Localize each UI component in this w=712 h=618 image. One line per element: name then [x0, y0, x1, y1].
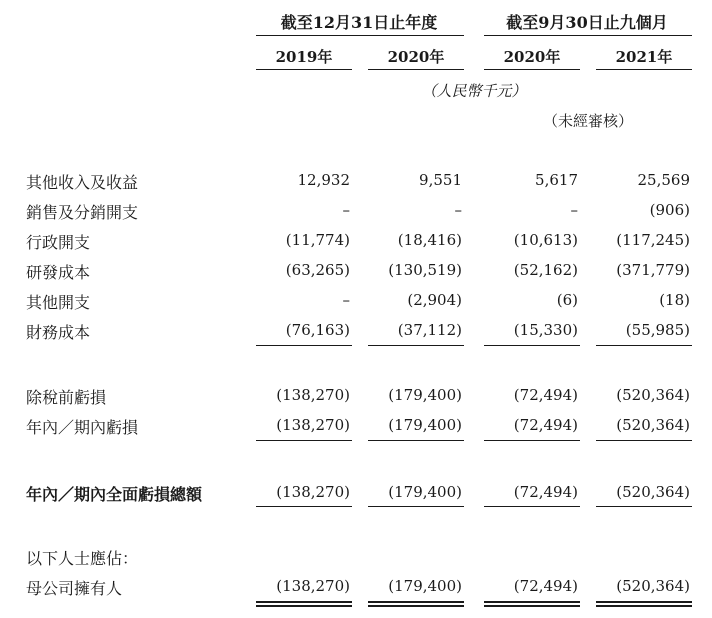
year-underline [256, 69, 352, 70]
cell-value: 9,551 [419, 171, 462, 189]
row-label-total-comprehensive-loss: 年內／期內全面虧損總額 [26, 485, 203, 504]
cell-value: – [342, 201, 350, 219]
row-label-owners-of-parent: 母公司擁有人 [26, 579, 123, 598]
subtotal-rule [368, 440, 464, 441]
cell-value: – [454, 201, 462, 219]
subtotal-rule [484, 440, 580, 441]
year-header: 2019年 [275, 48, 333, 66]
cell-value: (138,270) [276, 483, 350, 501]
audit-note: （未經審核） [542, 112, 633, 130]
cell-value: (10,613) [513, 231, 578, 249]
subtotal-rule [484, 345, 580, 346]
cell-value: (138,270) [276, 416, 350, 434]
cell-value: – [342, 291, 350, 309]
year-header: 2020年 [387, 48, 445, 66]
year-underline [596, 69, 692, 70]
cell-value: (37,112) [397, 321, 462, 339]
subtotal-rule [596, 440, 692, 441]
group-underline-1 [256, 35, 464, 36]
row-label-attributable-to: 以下人士應佔： [26, 549, 139, 568]
subtotal-rule [484, 506, 580, 507]
subtotal-rule [256, 345, 352, 346]
cell-value: (138,270) [276, 577, 350, 595]
cell-value: (72,494) [513, 416, 578, 434]
cell-value: (72,494) [513, 577, 578, 595]
cell-value: 25,569 [637, 171, 690, 189]
total-double-rule [484, 601, 580, 607]
total-double-rule [368, 601, 464, 607]
row-label-loss-for-period: 年內／期內虧損 [26, 418, 139, 437]
subtotal-rule [256, 506, 352, 507]
cell-value: (2,904) [407, 291, 462, 309]
period-group-header-year: 截至12月31日止年度 [280, 13, 438, 32]
group-underline-2 [484, 35, 692, 36]
cell-value: (179,400) [388, 416, 462, 434]
cell-value: (18) [659, 291, 690, 309]
total-double-rule [256, 601, 352, 607]
row-label-admin-expenses: 行政開支 [26, 233, 91, 252]
cell-value: (72,494) [513, 483, 578, 501]
cell-value: 5,617 [535, 171, 578, 189]
year-underline [484, 69, 580, 70]
cell-value: (179,400) [388, 483, 462, 501]
period-group-header-nine-months: 截至9月30日止九個月 [506, 13, 668, 32]
subtotal-rule [596, 506, 692, 507]
currency-note: （人民幣千元） [421, 82, 527, 100]
row-label-loss-before-tax: 除稅前虧損 [26, 388, 107, 407]
cell-value: (52,162) [513, 261, 578, 279]
cell-value: – [570, 201, 578, 219]
cell-value: (371,779) [616, 261, 690, 279]
year-underline [368, 69, 464, 70]
subtotal-rule [368, 506, 464, 507]
row-label-rnd-costs: 研發成本 [26, 263, 91, 282]
cell-value: (520,364) [616, 416, 690, 434]
cell-value: (179,400) [388, 577, 462, 595]
cell-value: (11,774) [285, 231, 350, 249]
cell-value: (76,163) [285, 321, 350, 339]
cell-value: (55,985) [625, 321, 690, 339]
cell-value: (520,364) [616, 577, 690, 595]
cell-value: (138,270) [276, 386, 350, 404]
cell-value: (18,416) [397, 231, 462, 249]
cell-value: (520,364) [616, 386, 690, 404]
subtotal-rule [256, 440, 352, 441]
cell-value: (63,265) [285, 261, 350, 279]
cell-value: (15,330) [513, 321, 578, 339]
cell-value: (906) [649, 201, 690, 219]
year-header: 2021年 [615, 48, 673, 66]
total-double-rule [596, 601, 692, 607]
cell-value: (6) [556, 291, 578, 309]
cell-value: (117,245) [616, 231, 690, 249]
cell-value: (130,519) [388, 261, 462, 279]
cell-value: (179,400) [388, 386, 462, 404]
year-header: 2020年 [503, 48, 561, 66]
row-label-selling-expenses: 銷售及分銷開支 [26, 203, 139, 222]
subtotal-rule [596, 345, 692, 346]
row-label-finance-costs: 財務成本 [26, 323, 91, 342]
cell-value: (520,364) [616, 483, 690, 501]
row-label-other-expenses: 其他開支 [26, 293, 91, 312]
cell-value: (72,494) [513, 386, 578, 404]
row-label-other-income: 其他收入及收益 [26, 173, 139, 192]
cell-value: 12,932 [297, 171, 350, 189]
subtotal-rule [368, 345, 464, 346]
